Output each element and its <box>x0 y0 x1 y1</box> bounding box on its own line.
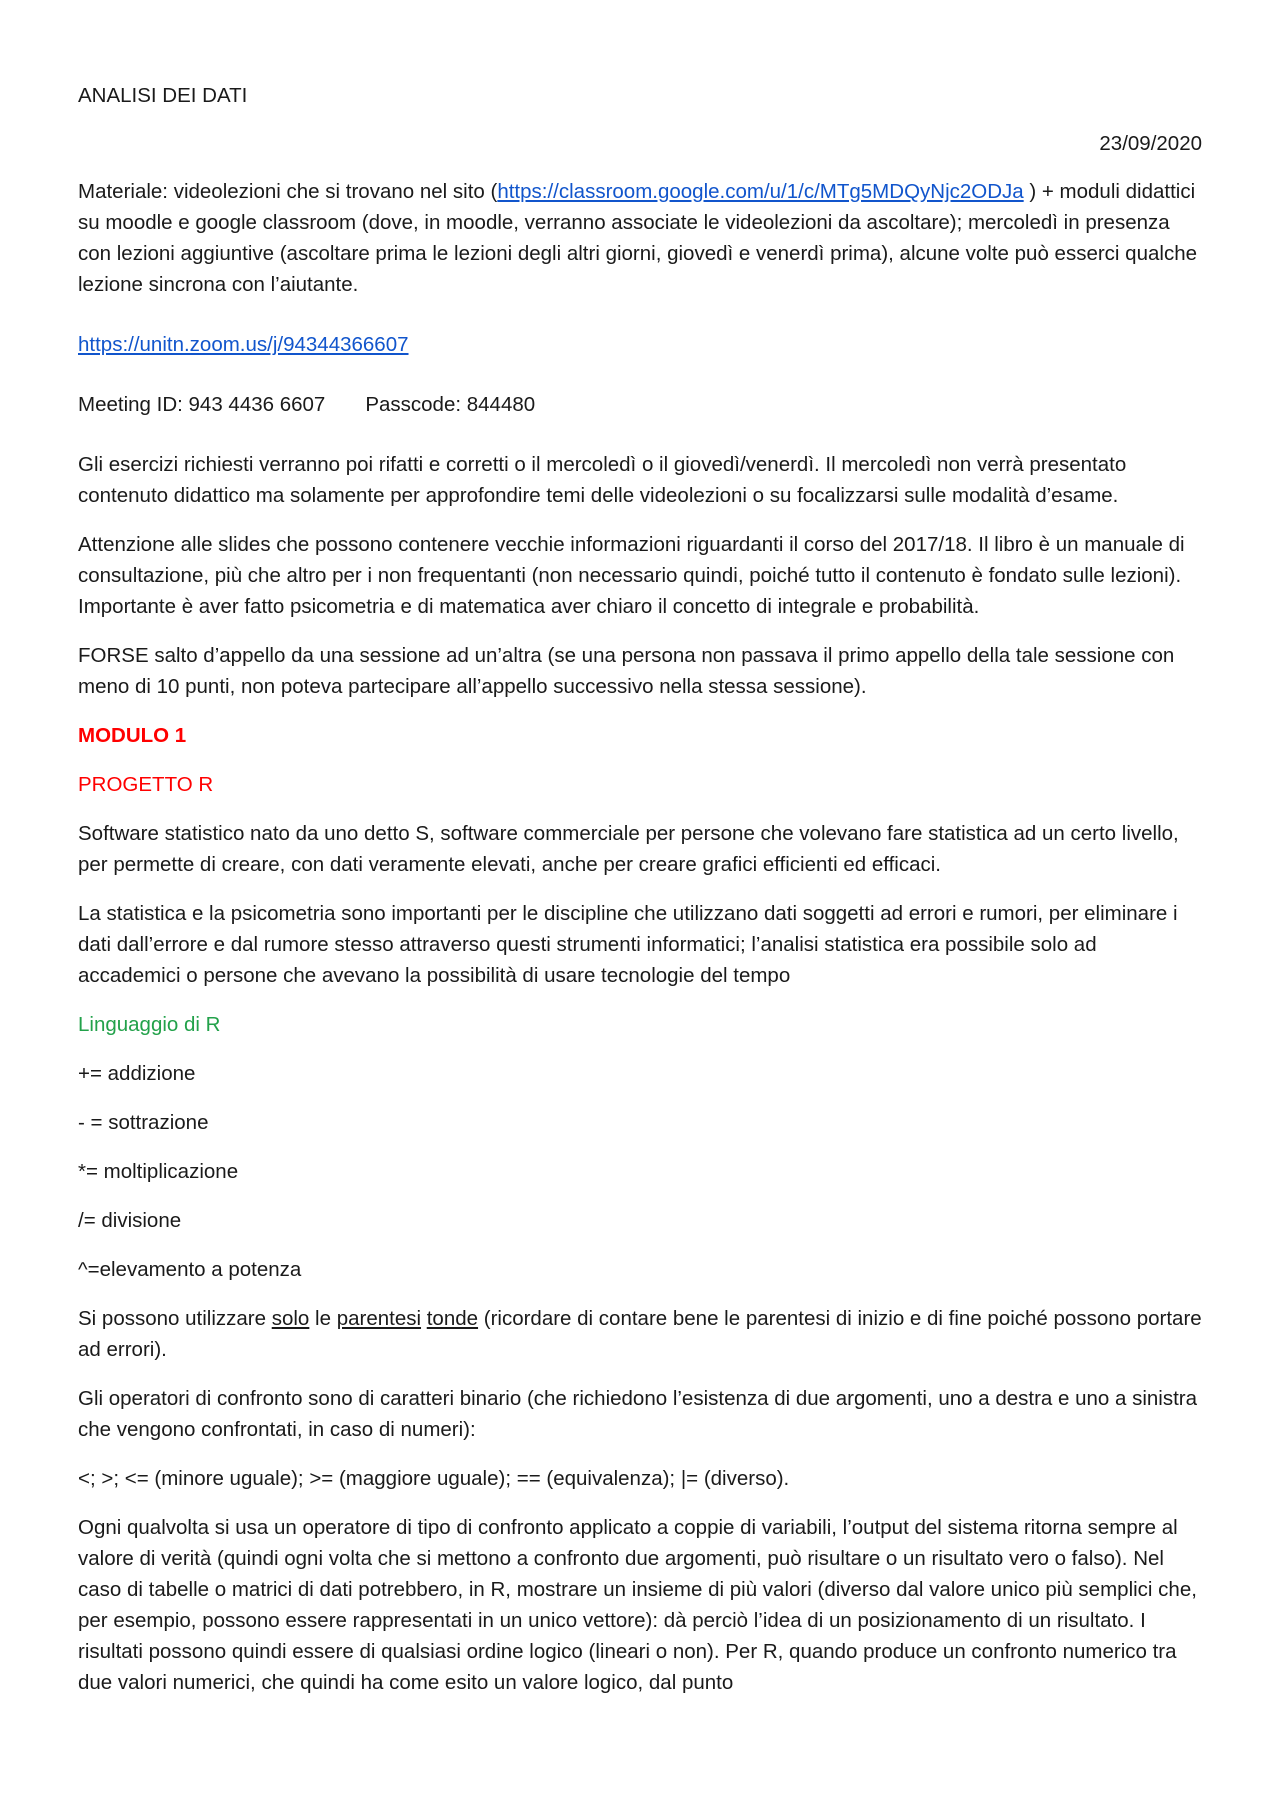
parentesi-text-4: (ricordare di contare bene le parentesi di inizio e di fine poiché possono portare ad errori). <box>78 1307 1202 1361</box>
parentesi-text-2: le <box>309 1307 337 1330</box>
parentesi-paragraph <box>78 1303 1202 1365</box>
parentesi-tonde: tonde <box>426 1307 479 1330</box>
linguaggio-heading: Linguaggio di R <box>78 1013 221 1036</box>
materiale-paragraph <box>78 176 1202 300</box>
parentesi-solo: solo <box>271 1307 310 1330</box>
ogni-paragraph: Ogni qualvolta si usa un operatore di tipo di confronto applicato a coppie di variabili, l’output del sistema ritorna sempre al valore di verità (quindi ogni volta che si mettono a confronto due argomenti, può risultare o un risultato vero o falso). Nel caso di tabelle o matrici di dati potrebbero, in R, mostrare un insieme di più valori (diverso dal valore unico più semplici che, per esempio, possono essere rappresentati in un unico vettore): dà perciò l’idea di un posizionamento di un risultato. I risultati possono quindi essere di qualsiasi ordine logico (lineari o non). Per R, quando produce un confronto numerico tra due valori numerici, che quindi ha come esito un valore logico, dal punto <box>78 1516 1197 1694</box>
statistica-paragraph: La statistica e la psicometria sono importanti per le discipline che utilizzano dati soggetti ad errori e rumori, per eliminare i dati dall’errore e dal rumore stesso attraverso questi strumenti informatici; l’analisi statistica era possibile solo ad accademici o persone che avevano la possibilità di usare tecnologie del tempo <box>78 902 1178 987</box>
meeting-passcode: Passcode: 844480 <box>365 393 536 416</box>
operator-addizione: += addizione <box>78 1062 196 1085</box>
document-date: 23/09/2020 <box>1099 132 1202 155</box>
materiale-text-before: Materiale: videolezioni che si trovano nel sito ( <box>78 180 498 203</box>
meeting-id: Meeting ID: 943 4436 6607 <box>78 393 326 416</box>
parentesi-parentesi: parentesi <box>336 1307 422 1330</box>
operator-moltiplicazione: *= moltiplicazione <box>78 1160 239 1183</box>
zoom-link[interactable]: https://unitn.zoom.us/j/94344366607 <box>78 333 409 356</box>
document-title: ANALISI DEI DATI <box>78 84 248 107</box>
zoom-link-paragraph <box>78 329 1202 360</box>
operators-list: <; >; <= (minore uguale); >= (maggiore uguale); == (equivalenza); |= (diverso). <box>78 1467 790 1490</box>
attenzione-paragraph: Attenzione alle slides che possono contenere vecchie informazioni riguardanti il corso del 2017/18. Il libro è un manuale di consultazione, più che altro per i non frequentanti (non necessario quindi, poiché tutto il contenuto è fondato sulle lezioni). Importante è aver fatto psicometria e di matematica aver chiaro il concetto di integrale e probabilità. <box>78 533 1185 618</box>
software-paragraph: Software statistico nato da uno detto S, software commerciale per persone che volevano fare statistica ad un certo livello, per permette di creare, con dati veramente elevati, anche per creare grafici efficienti ed efficaci. <box>78 822 1179 876</box>
esercizi-paragraph: Gli esercizi richiesti verranno poi rifatti e corretti o il mercoledì o il giovedì/venerdì. Il mercoledì non verrà presentato contenuto didattico ma solamente per approfondire temi delle videolezioni o su focalizzarsi sulle modalità d’esame. <box>78 453 1127 507</box>
materiale-text-after: ) + moduli didattici su moodle e google classroom (dove, in moodle, verranno associate le videolezioni da ascoltare); mercoledì in presenza con lezioni aggiuntive (ascoltare prima le lezioni degli altri giorni, giovedì e venerdì prima), alcune volte può esserci qualche lezione sincrona con l’aiutante. <box>78 180 1197 296</box>
classroom-link[interactable]: https://classroom.google.com/u/1/c/MTg5MDQyNjc2ODJa <box>497 180 1024 203</box>
forse-paragraph: FORSE salto d’appello da una sessione ad un’altra (se una persona non passava il primo appello della tale sessione con meno di 10 punti, non poteva partecipare all’appello successivo nella stessa sessione). <box>78 644 1175 698</box>
operator-divisione: /= divisione <box>78 1209 182 1232</box>
operator-sottrazione: - = sottrazione <box>78 1111 209 1134</box>
modulo-heading: MODULO 1 <box>78 724 187 747</box>
meeting-info <box>78 389 1202 420</box>
operator-potenza: ^=elevamento a potenza <box>78 1258 302 1281</box>
confronto-paragraph: Gli operatori di confronto sono di caratteri binario (che richiedono l’esistenza di due argomenti, uno a destra e uno a sinistra che vengono confrontati, in caso di numeri): <box>78 1387 1198 1441</box>
parentesi-text-1: Si possono utilizzare <box>78 1307 272 1330</box>
progetto-heading: PROGETTO R <box>78 773 214 796</box>
